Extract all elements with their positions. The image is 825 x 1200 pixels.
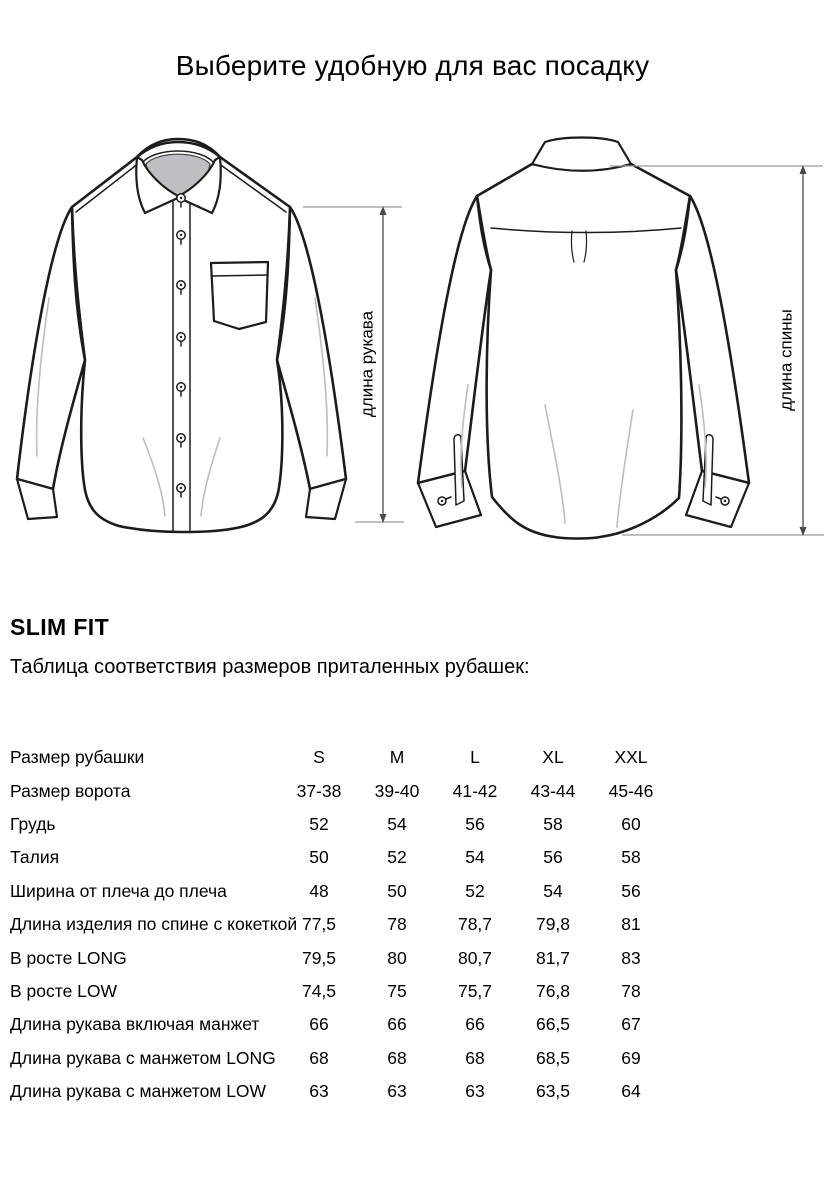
size-cell: 80,7 [457, 947, 493, 968]
size-cell: 75,7 [457, 980, 493, 1001]
size-cell: 64 [621, 1081, 641, 1102]
sleeve-length-label: длина рукава [357, 310, 377, 418]
size-cell: 68 [309, 1047, 329, 1068]
size-cell: 68 [387, 1047, 407, 1068]
size-cell: 60 [621, 813, 641, 834]
size-cell: 83 [621, 947, 641, 968]
size-row-label: Размер рубашки [10, 747, 145, 768]
table-subtitle: Таблица соответствия размеров приталенных рубашек: [10, 656, 530, 678]
size-cell: 74,5 [301, 980, 337, 1001]
size-cell: 56 [543, 847, 563, 868]
size-row-label: В росте LOW [10, 980, 118, 1001]
size-table [10, 741, 670, 1108]
size-cell: 66 [309, 1014, 329, 1035]
size-row-label: Ширина от плеча до плеча [10, 880, 227, 901]
size-cell: 58 [621, 847, 641, 868]
size-cell: 80 [387, 947, 407, 968]
size-cell: 79,8 [535, 914, 571, 935]
size-cell: 63 [309, 1081, 329, 1102]
size-row-label: В росте LONG [10, 947, 127, 968]
size-col-header: M [389, 747, 405, 768]
size-cell: 66,5 [535, 1014, 571, 1035]
size-cell: 41-42 [452, 780, 498, 801]
size-row-label: Длина рукава с манжетом LOW [10, 1081, 267, 1102]
size-cell: 63 [387, 1081, 407, 1102]
size-cell: 79,5 [301, 947, 337, 968]
page-title: Выберите удобную для вас посадку [175, 50, 650, 81]
size-cell: 54 [387, 813, 407, 834]
size-cell: 78 [387, 914, 407, 935]
size-col-header: L [470, 747, 480, 768]
size-cell: 76,8 [535, 980, 571, 1001]
shirt-front-drawing [17, 139, 346, 532]
size-row-label: Грудь [10, 813, 56, 834]
size-cell: 67 [621, 1014, 641, 1035]
size-cell: 75 [387, 980, 407, 1001]
size-cell: 52 [309, 813, 329, 834]
size-cell: 58 [543, 813, 563, 834]
fit-heading: SLIM FIT [10, 614, 110, 640]
size-cell: 77,5 [301, 914, 337, 935]
size-cell: 39-40 [374, 780, 420, 801]
size-cell: 56 [621, 880, 641, 901]
size-cell: 50 [309, 847, 329, 868]
size-cell: 52 [387, 847, 407, 868]
chest-pocket [211, 262, 268, 329]
size-cell: 66 [465, 1014, 485, 1035]
size-cell: 54 [543, 880, 563, 901]
size-cell: 78 [621, 980, 641, 1001]
size-cell: 81 [621, 914, 641, 935]
size-cell: 63 [465, 1081, 485, 1102]
size-cell: 52 [465, 880, 485, 901]
size-col-header: XL [542, 747, 564, 768]
size-cell: 48 [309, 880, 329, 901]
back-body [477, 164, 690, 539]
size-cell: 66 [387, 1014, 407, 1035]
size-row-label: Длина рукава включая манжет [10, 1014, 260, 1035]
shirt-back-drawing [418, 138, 749, 539]
size-row-label: Размер ворота [10, 780, 131, 801]
size-cell: 69 [621, 1047, 641, 1068]
size-col-header: XXL [614, 747, 648, 768]
size-col-header: S [313, 747, 325, 768]
size-cell: 81,7 [535, 947, 571, 968]
size-cell: 56 [465, 813, 485, 834]
size-cell: 37-38 [296, 780, 342, 801]
size-cell: 78,7 [457, 914, 493, 935]
size-cell: 54 [465, 847, 485, 868]
size-cell: 45-46 [608, 780, 654, 801]
size-cell: 63,5 [535, 1081, 571, 1102]
size-cell: 50 [387, 880, 407, 901]
size-cell: 68,5 [535, 1047, 571, 1068]
size-cell: 68 [465, 1047, 485, 1068]
size-row-label: Длина рукава с манжетом LONG [10, 1047, 276, 1068]
back-length-label: длина спины [776, 309, 796, 411]
size-row-label: Талия [10, 847, 60, 868]
size-row-label: Длина изделия по спине с кокеткой [10, 914, 298, 935]
shirt-illustration [0, 0, 825, 570]
size-cell: 43-44 [530, 780, 576, 801]
